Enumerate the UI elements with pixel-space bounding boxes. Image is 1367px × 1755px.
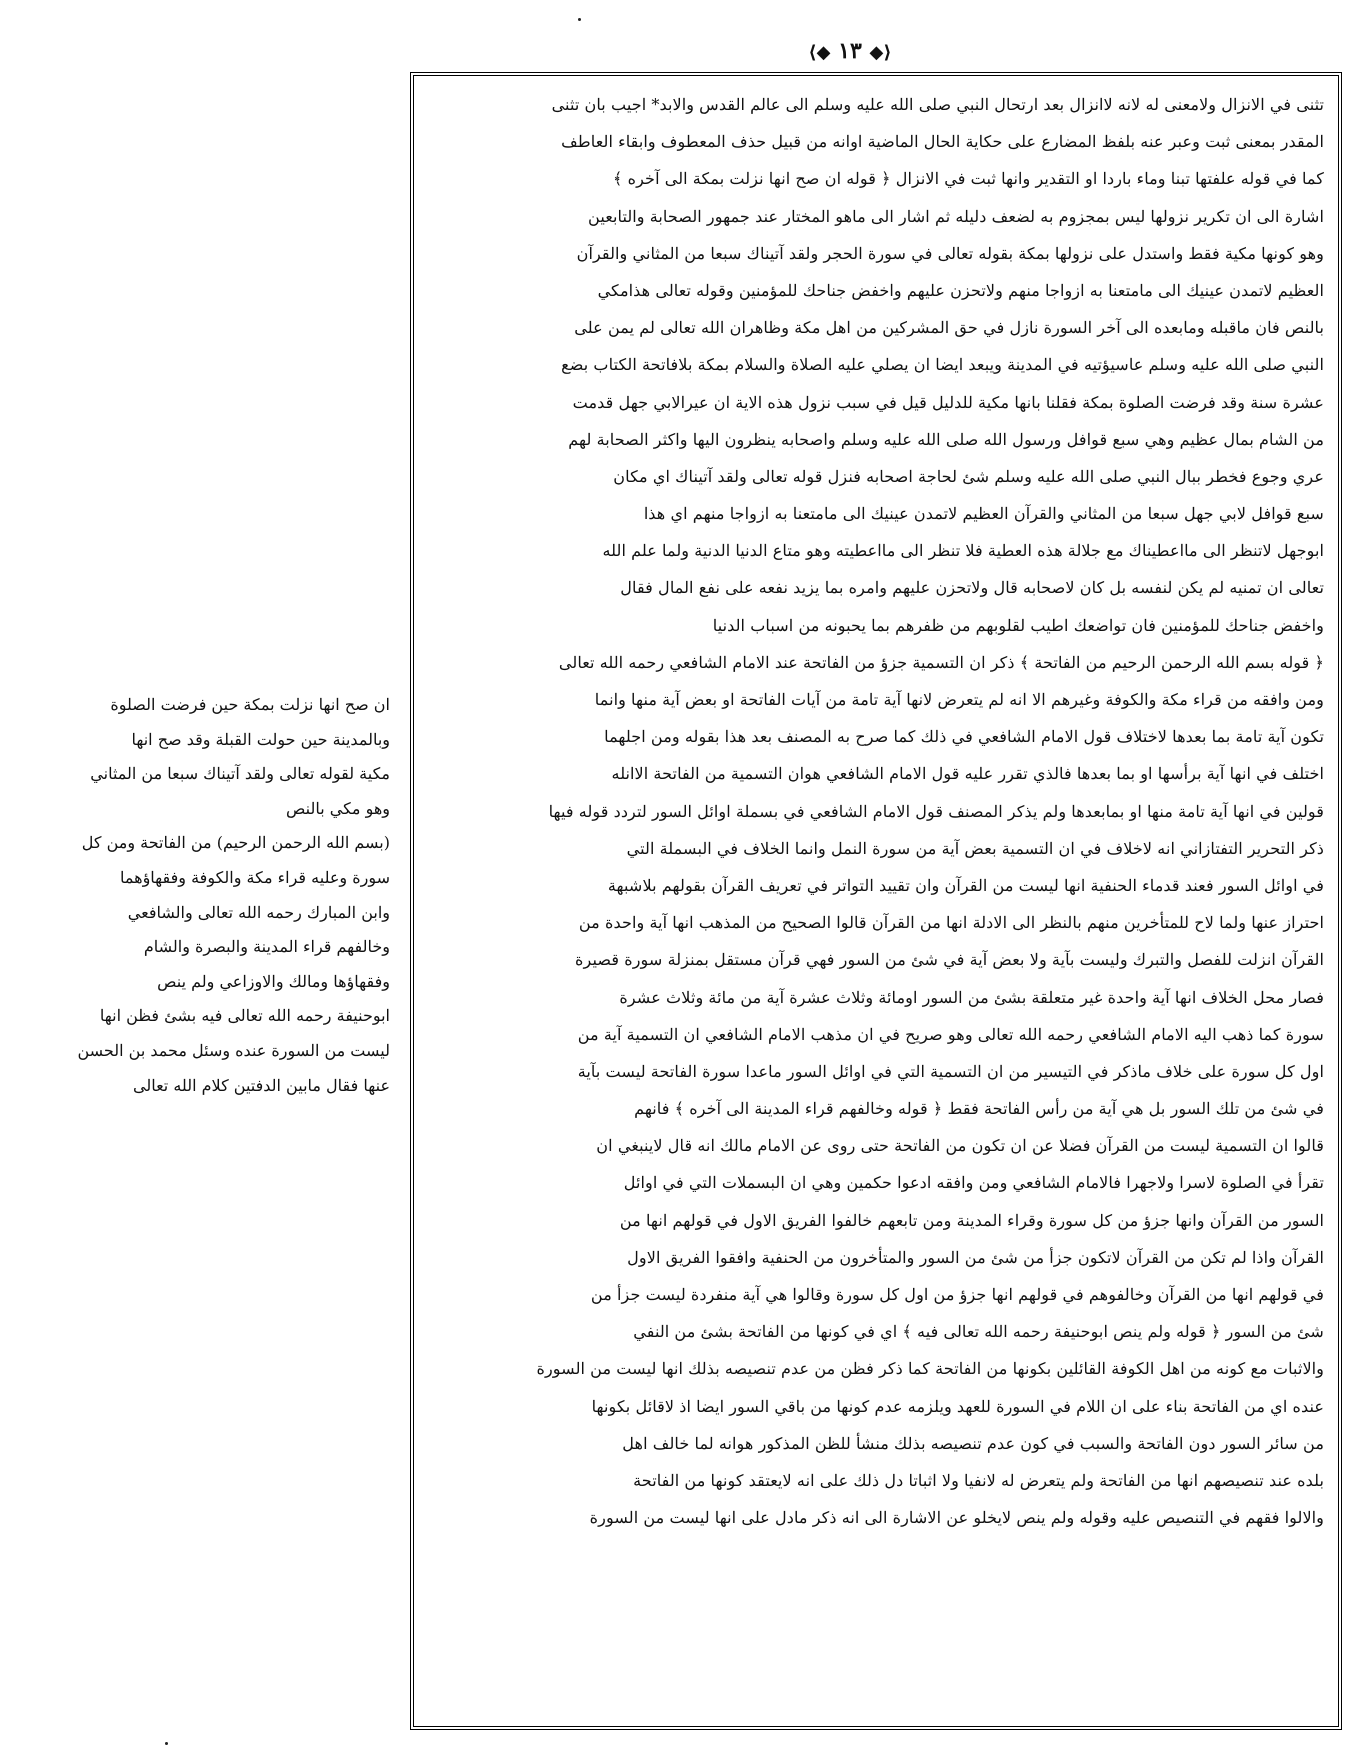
main-text-line: من سائر السور دون الفاتحة والسبب في كون عدم تنصيصه بذلك منشأ للظن المذكور هوانه لما خالف اهل (622, 1433, 1324, 1453)
main-text-line: ذكر التحرير التفتازاني انه لاخلاف في ان التسمية بعض آية من سورة النمل وانما الخلاف في البسملة التي (626, 838, 1324, 858)
margin-note-line: (بسم الله الرحمن الرحيم) من الفاتحة ومن كل (81, 833, 390, 853)
main-text-frame (410, 72, 1342, 1730)
margin-note (8, 688, 390, 1103)
scan-speck (578, 18, 581, 21)
main-text-line: ﴿ قوله بسم الله الرحمن الرحيم من الفاتحة ﴾ ذكر ان التسمية جزؤ من الفاتحة عند الامام الشافعي رحمه الله تعالى (558, 652, 1324, 672)
main-text-line: تكون آية تامة بما بعدها لاختلاف قول الامام الشافعي في ذلك كما صرح به المصنف بعد هذا بقوله ومن اجلهما (604, 727, 1324, 747)
margin-note-line: ابوحنيفة رحمه الله تعالى فيه بشئ فظن انها (99, 1006, 390, 1026)
main-text-line: عشرة سنة وقد فرضت الصلوة بمكة فقلنا بانها مكية للدليل قيل في سبب نزول هذه الاية ان عيرالابي جهل قدمت (572, 392, 1324, 412)
margin-note-line: مكية لقوله تعالى ولقد آتيناك سبعا من المثاني (90, 764, 390, 784)
main-text-line: من الشام بمال عظيم وهي سبع قوافل ورسول الله صلى الله عليه وسلم واصحابه ينظرون اليها واكثر الصحابة لهم (568, 429, 1324, 449)
main-text-line: اشارة الى ان تكرير نزولها ليس بمجزوم به لضعف دليله ثم اشار الى ماهو المختار عند جمهور الصحابة والتابعين (588, 206, 1324, 226)
main-text-line: السور من القرآن وانها جزؤ من كل سورة وقراء المدينة ومن تابعهم خالفوا الفريق الاول في قولهم انها من (619, 1210, 1324, 1230)
main-text-line: اختلف في انها آية برأسها او بما بعدها فالذي تقرر عليه قول الامام الشافعي هوان التسمية من الفاتحة الاانله (611, 764, 1324, 784)
main-text-line: فصار محل الخلاف انها آية واحدة غير متعلقة بشئ من السور اومائة وثلاث عشرة آية من مائة وثلاث عشرة (619, 987, 1324, 1007)
margin-note-line: وهو مكي بالنص (286, 798, 390, 818)
main-text-line: تثنى في الانزال ولامعنى له لانه لاانزال بعد ارتحال النبي صلى الله عليه وسلم الى عالم القدس والابد* اجيب بان تثنى (551, 95, 1324, 114)
scan-speck (165, 1742, 168, 1745)
main-text-line: احتراز عنها ولما لاح للمتأخرين منهم بالنظر الى الادلة انها من القرآن قالوا الصحيح من المذهب انها آية واحدة من (578, 913, 1324, 933)
main-text-line: بلده عند تنصيصهم انها من الفاتحة ولم يتعرض له لانفيا ولا اثباتا دل ذلك على انه لايعتقد كونها من الفاتحة (633, 1470, 1324, 1490)
main-text-line: سبع قوافل لابي جهل سبعا من المثاني والقرآن العظيم لاتمدن عينيك الى مامتعنا به ازواجا منهم اي هذا (643, 504, 1324, 524)
main-text-line: اول كل سورة على خلاف ماذكر في التيسير من ان التسمية التي في اوائل السور ماعدا سورة الفاتحة ليست بآية (577, 1061, 1324, 1081)
margin-note-line: عنها فقال مابين الدفتين كلام الله تعالى (132, 1075, 390, 1095)
main-text-line: في شئ من تلك السور بل هي آية من رأس الفاتحة فقط ﴿ قوله وخالفهم قراء المدينة الى آخره ﴾ فانهم (634, 1099, 1324, 1119)
main-text-line: واخفض جناحك للمؤمنين فان تواضعك اطيب لقلوبهم من ظفرهم بما يحبونه من اسباب الدنيا (712, 615, 1324, 635)
main-text-line: والاثبات مع كونه من اهل الكوفة القائلين بكونها من الفاتحة كما ذكر فظن من عدم تنصيصه بذلك انها ليست من السورة (536, 1359, 1324, 1379)
main-text-line: في اوائل السور فعند قدماء الحنفية انها ليست من القرآن وان تقييد التواتر في تعريف القرآن بقولهم بلاشبهة (607, 875, 1324, 895)
main-text-line: تقرأ في الصلوة لاسرا ولاجهرا فالامام الشافعي ومن وافقه ادعوا حكمين وهي ان البسملات التي في اوائل (623, 1173, 1324, 1193)
margin-note-line: سورة وعليه قراء مكة والكوفة وفقهاؤهما (120, 867, 390, 887)
main-text-line: كما في قوله علفتها تبنا وماء باردا او التقدير وانها ثبت في الانزال ﴿ قوله ان صح انها نزلت بمكة الى آخره ﴾ (613, 169, 1324, 189)
main-text-line: في قولهم انها من القرآن وخالفوهم في قولهم انها جزؤ من اول كل سورة وقالوا هي آية منفردة ليست جزأ من (590, 1285, 1324, 1304)
main-text-line: عنده اي من الفاتحة بناء على ان اللام في السورة للعهد ويلزمه عدم كونها من باقي السور ايضا اذ لاقائل بكونها (591, 1396, 1324, 1416)
main-text-line: والالوا فقهم في التنصيص عليه وقوله ولم ينص لايخلو عن الاشارة الى انه ذكر مادل على انها ليست من السورة (589, 1508, 1324, 1528)
ornament-right: ◆⟩ (869, 42, 892, 63)
main-text-line: شئ من السور ﴿ قوله ولم ينص ابوحنيفة رحمه الله تعالى فيه ﴾ اي في كونها من الفاتحة بشئ من النفي (633, 1322, 1324, 1342)
margin-note-line: وفقهاؤها ومالك والاوزاعي ولم ينص (157, 971, 390, 991)
main-text-line: وهو كونها مكية فقط واستدل على نزولها بمكة بقوله تعالى في سورة الحجر ولقد آتيناك سبعا من المثاني والقرآن (576, 243, 1324, 263)
main-text-line: العظيم لاتمدن عينيك الى مامتعنا به ازواجا منهم ولاتحزن عليهم واخفض جناحك للمؤمنين وقوله تعالى هذامكي (597, 280, 1324, 300)
main-text-line: عري وجوع فخطر ببال النبي صلى الله عليه وسلم شئ لحاجة اصحابه فنزل قوله تعالى ولقد آتيناك اي مكان (613, 466, 1324, 486)
main-text-line: القرآن انزلت للفصل والتبرك وليست بآية ولا بعض آية في شئ من السور فهي قرآن مستقل بمنزلة سورة قصيرة (575, 950, 1324, 970)
main-text-line: تعالى ان تمنيه لم يكن لنفسه بل كان لاصحابه قال ولاتحزن عليهم وامره بما يزيد نفعه على نفع المال فقال (620, 578, 1324, 598)
page-number: ١٣ (838, 38, 862, 64)
margin-note-line: وبالمدينة حين حولت القبلة وقد صح انها (131, 729, 390, 749)
main-text-line: ابوجهل لاتنظر الى مااعطيناك مع جلالة هذه العطية فلا تنظر الى مااعطيته وهو متاع الدنيا الدنية ولما علم الله (602, 541, 1324, 561)
page-number-header (760, 38, 940, 64)
main-text-line: سورة كما ذهب اليه الامام الشافعي رحمه الله تعالى وهو صريح في ان مذهب الامام الشافعي ان التسمية آية من (577, 1024, 1324, 1044)
margin-note-line: ان صح انها نزلت بمكة حين فرضت الصلوة (110, 695, 390, 714)
main-text-line: قولين في انها آية تامة منها او بمابعدها ولم يذكر المصنف قول الامام الشافعي في بسملة اوائل السور لتردد قوله فيها (548, 801, 1324, 821)
main-text-line: القرآن واذا لم تكن من القرآن لاتكون جزأ من شئ من السور والمتأخرون من الحنفية وافقوا الفريق الاول (627, 1247, 1324, 1267)
margin-note-line: ليست من السورة عنده وسئل محمد بن الحسن (77, 1040, 390, 1060)
main-text-line: النبي صلى الله عليه وسلم عاسيؤتيه في المدينة ويبعد ايضا ان يصلي عليه الصلاة والسلام بمكة بلافاتحة الكتاب بضع (561, 355, 1324, 375)
main-text-body (428, 86, 1324, 1536)
margin-note-line: وابن المبارك رحمه الله تعالى والشافعي (127, 902, 390, 922)
margin-note-line: وخالفهم قراء المدينة والبصرة والشام (143, 937, 390, 957)
main-text-line: بالنص فان ماقبله ومابعده الى آخر السورة نازل في حق المشركين من اهل مكة وظاهران الله تعالى لم يمن على (574, 318, 1324, 338)
ornament-left: ⟨◆ (808, 42, 831, 63)
main-text-line: قالوا ان التسمية ليست من القرآن فضلا عن ان تكون من الفاتحة حتى روى عن الامام مالك انه قال لاينبغي ان (596, 1136, 1324, 1156)
main-text-line: ومن وافقه من قراء مكة والكوفة وغيرهم الا انه لم يتعرض لانها آية تامة من آيات الفاتحة او بعض آية منها وانما (594, 690, 1324, 709)
main-text-line: المقدر بمعنى ثبت وعبر عنه بلفظ المضارع على حكاية الحال الماضية اوانه من قبيل حذف المعطوف وابقاء العاطف (561, 132, 1324, 152)
